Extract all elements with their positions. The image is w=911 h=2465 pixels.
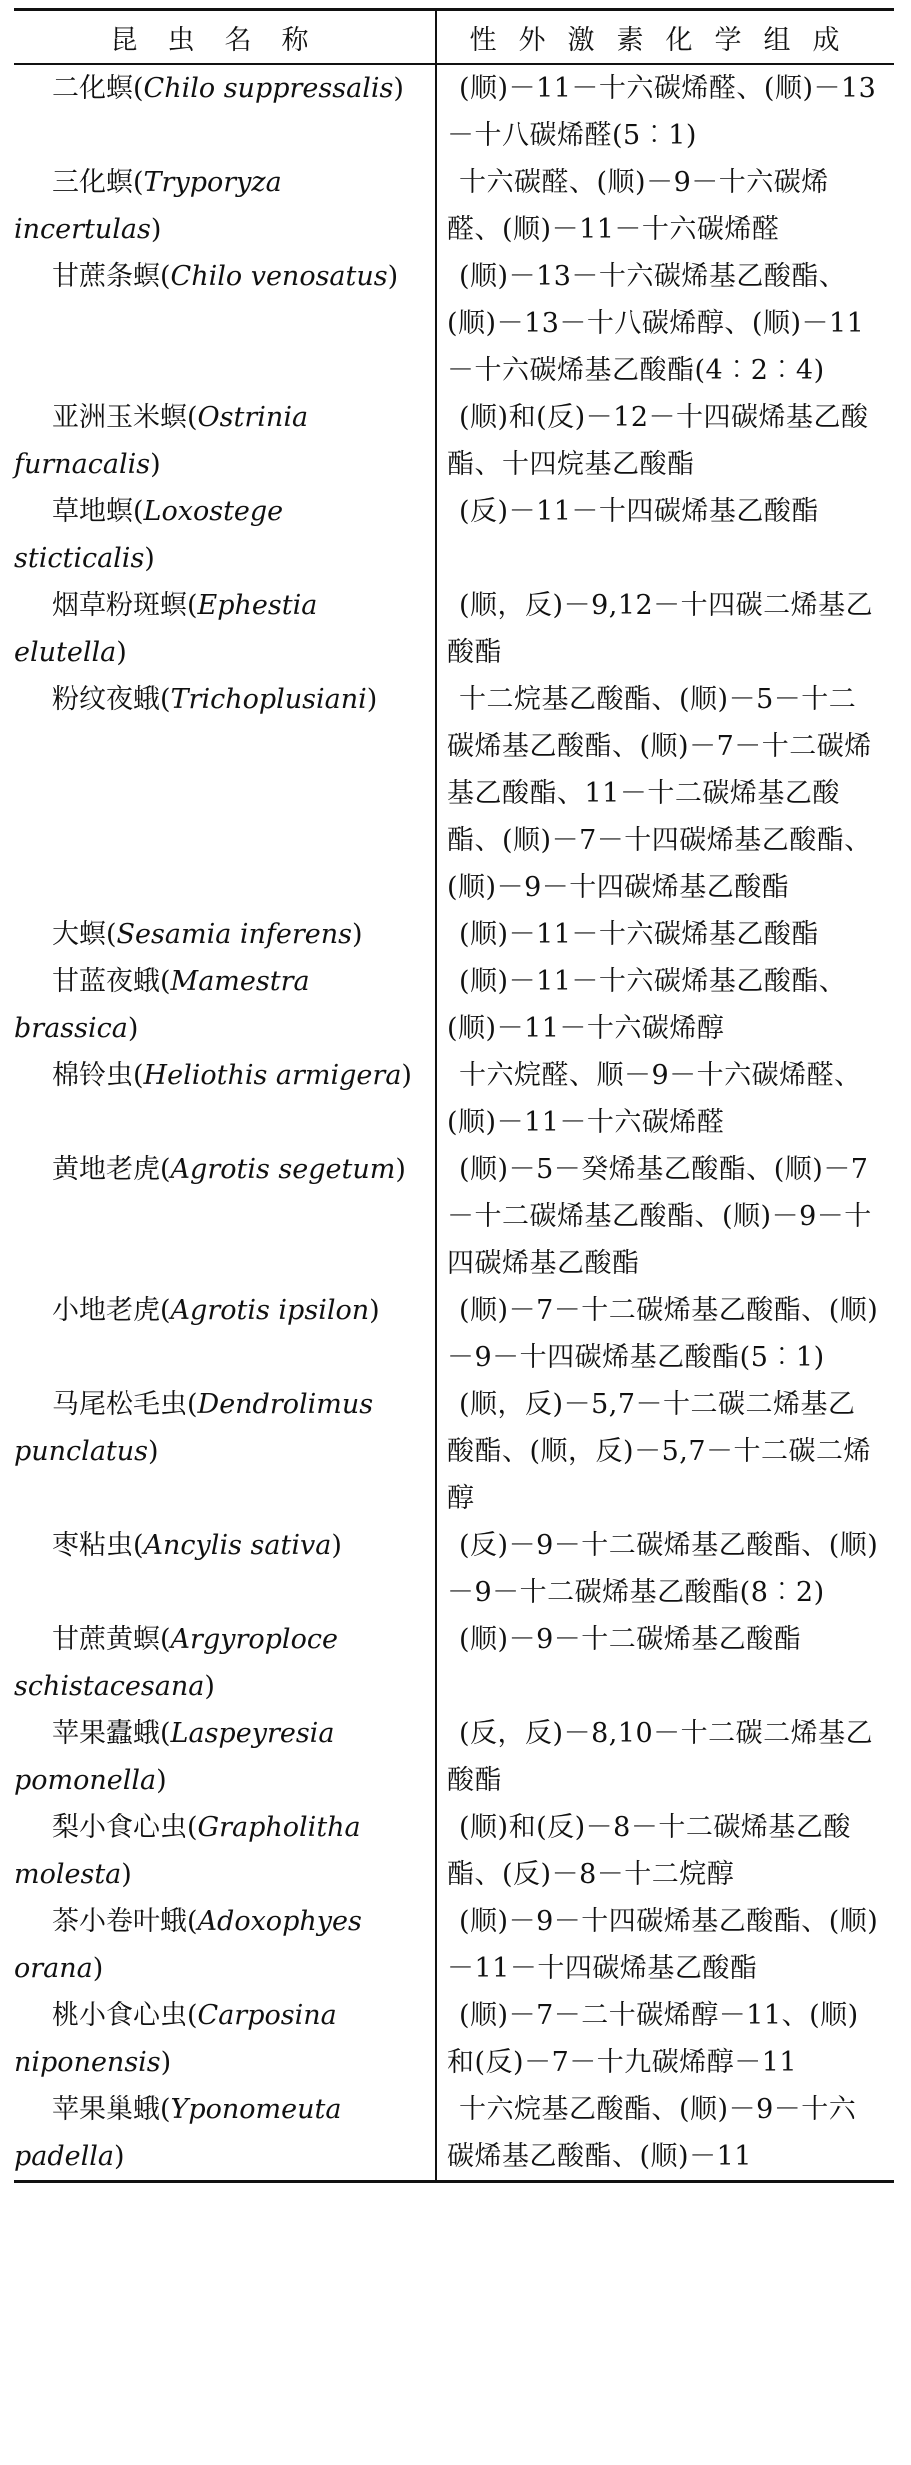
insect-common-name: 甘蔗条螟 xyxy=(52,261,160,292)
insect-common-name: 枣粘虫 xyxy=(52,1530,133,1561)
table-row xyxy=(14,1804,894,1898)
table-row xyxy=(14,1146,894,1287)
insect-scientific-name: Ostrinia furnacalis xyxy=(14,402,309,480)
insect-name-cell: 苹果巢蛾(Yponomeuta padella) xyxy=(14,2086,436,2182)
insect-common-name: 甘蔗黄螟 xyxy=(52,1624,160,1655)
pheromone-composition-cell: (顺)－9－十四碳烯基乙酸酯、(顺)－11－十四碳烯基乙酸酯 xyxy=(436,1898,894,1992)
insect-scientific-name: Tryporyza incertulas xyxy=(14,167,282,245)
insect-common-name: 烟草粉斑螟 xyxy=(52,590,187,621)
insect-scientific-name: Laspeyresia pomonella xyxy=(14,1718,335,1796)
insect-scientific-name: Trichoplusiani xyxy=(170,684,367,715)
insect-scientific-name: Adoxophyes orana xyxy=(14,1906,362,1984)
table-row xyxy=(14,676,894,911)
pheromone-composition-cell: (顺)－11－十六碳烯基乙酸酯、(顺)－11－十六碳烯醇 xyxy=(436,958,894,1052)
insect-scientific-name: Carposina niponensis xyxy=(14,2000,337,2078)
insect-scientific-name: Chilo venosatus xyxy=(170,261,388,292)
table-row xyxy=(14,253,894,394)
table-header-row xyxy=(14,10,894,65)
insect-name-cell: 二化螟(Chilo suppressalis) xyxy=(52,73,404,104)
pheromone-composition-cell: 十二烷基乙酸酯、(顺)－5－十二碳烯基乙酸酯、(顺)－7－十二碳烯基乙酸酯、11－十二碳烯基乙酸酯、(顺)－7－十四碳烯基乙酸酯、(顺)－9－十四碳烯基乙酸酯 xyxy=(436,676,894,911)
table-row xyxy=(14,488,894,582)
insect-common-name: 黄地老虎 xyxy=(52,1154,160,1185)
insect-common-name: 桃小食心虫 xyxy=(52,2000,187,2031)
table-row xyxy=(14,1381,894,1522)
table-row xyxy=(14,958,894,1052)
insect-scientific-name: Ephestia elutella xyxy=(14,590,318,668)
insect-name-cell: 烟草粉斑螟(Ephestia elutella) xyxy=(14,590,318,668)
table-row xyxy=(14,911,894,958)
insect-scientific-name: Yponomeuta padella xyxy=(14,2094,342,2172)
table-row xyxy=(14,1992,894,2086)
table-body xyxy=(14,64,894,2182)
insect-common-name: 梨小食心虫 xyxy=(52,1812,187,1843)
table-row xyxy=(14,1710,894,1804)
table-row xyxy=(14,1052,894,1146)
insect-common-name: 粉纹夜蛾 xyxy=(52,684,160,715)
insect-name-cell: 小地老虎(Agrotis ipsilon) xyxy=(52,1295,380,1326)
insect-name-cell: 桃小食心虫(Carposina niponensis) xyxy=(14,2000,337,2078)
insect-scientific-name: Dendrolimus punclatus xyxy=(14,1389,374,1467)
table-row xyxy=(14,1898,894,1992)
insect-common-name: 棉铃虫 xyxy=(52,1060,133,1091)
insect-common-name: 小地老虎 xyxy=(52,1295,160,1326)
pheromone-composition-cell: (顺)－13－十六碳烯基乙酸酯、(顺)－13－十八碳烯醇、(顺)－11－十六碳烯基乙酸酯(4︰2︰4) xyxy=(436,253,894,394)
insect-scientific-name: Argyroploce schistacesana xyxy=(14,1624,338,1702)
insect-common-name: 苹果蠹蛾 xyxy=(52,1718,160,1749)
pheromone-composition-cell: (反，反)－8,10－十二碳二烯基乙酸酯 xyxy=(436,1710,894,1804)
insect-name-cell: 枣粘虫(Ancylis sativa) xyxy=(52,1530,342,1561)
insect-common-name: 马尾松毛虫 xyxy=(52,1389,187,1420)
insect-scientific-name: Heliothis armigera xyxy=(143,1060,402,1091)
insect-scientific-name: Chilo suppressalis xyxy=(143,73,394,104)
table-row xyxy=(14,394,894,488)
pheromone-composition-cell: (顺)－11－十六碳烯醛、(顺)－13－十八碳烯醛(5︰1) xyxy=(436,64,894,159)
insect-common-name: 苹果巢蛾 xyxy=(52,2094,160,2125)
table-row xyxy=(14,1287,894,1381)
pheromone-table xyxy=(14,8,894,2183)
table-row xyxy=(14,159,894,253)
insect-common-name: 二化螟 xyxy=(52,73,133,104)
insect-name-cell: 大螟(Sesamia inferens) xyxy=(52,919,363,950)
insect-common-name: 草地螟 xyxy=(52,496,133,527)
insect-name-cell: 茶小卷叶蛾(Adoxophyes orana) xyxy=(14,1906,362,1984)
insect-scientific-name: Sesamia inferens xyxy=(116,919,353,950)
insect-name-cell: 亚洲玉米螟(Ostrinia furnacalis) xyxy=(14,402,309,480)
pheromone-composition-cell: 十六烷基乙酸酯、(顺)－9－十六碳烯基乙酸酯、(顺)－11 xyxy=(436,2086,894,2182)
insect-scientific-name: Mamestra brassica xyxy=(14,966,310,1044)
insect-common-name: 三化螟 xyxy=(52,167,133,198)
pheromone-composition-cell: (顺)－7－二十碳烯醇－11、(顺)和(反)－7－十九碳烯醇－11 xyxy=(436,1992,894,2086)
header-insect-name: 昆虫名称 xyxy=(14,10,436,65)
insect-common-name: 茶小卷叶蛾 xyxy=(52,1906,187,1937)
pheromone-composition-cell: (顺)－5－癸烯基乙酸酯、(顺)－7－十二碳烯基乙酸酯、(顺)－9－十四碳烯基乙酸酯 xyxy=(436,1146,894,1287)
insect-scientific-name: Agrotis segetum xyxy=(170,1154,396,1185)
insect-common-name: 甘蓝夜蛾 xyxy=(52,966,160,997)
insect-name-cell: 草地螟(Loxostege sticticalis) xyxy=(14,496,284,574)
table-row xyxy=(14,2086,894,2182)
pheromone-composition-cell: (反)－11－十四碳烯基乙酸酯 xyxy=(436,488,894,582)
insect-scientific-name: Grapholitha molesta xyxy=(14,1812,361,1890)
insect-name-cell: 梨小食心虫(Grapholitha molesta) xyxy=(14,1812,361,1890)
pheromone-composition-cell: (顺，反)－5,7－十二碳二烯基乙酸酯、(顺，反)－5,7－十二碳二烯醇 xyxy=(436,1381,894,1522)
pheromone-composition-cell: (顺)－11－十六碳烯基乙酸酯 xyxy=(436,911,894,958)
insect-scientific-name: Loxostege sticticalis xyxy=(14,496,284,574)
insect-name-cell: 甘蔗条螟(Chilo venosatus) xyxy=(52,261,399,292)
insect-name-cell: 黄地老虎(Agrotis segetum) xyxy=(52,1154,406,1185)
pheromone-composition-cell: (反)－9－十二碳烯基乙酸酯、(顺)－9－十二碳烯基乙酸酯(8︰2) xyxy=(436,1522,894,1616)
table-row xyxy=(14,1522,894,1616)
insect-name-cell: 棉铃虫(Heliothis armigera) xyxy=(52,1060,412,1091)
insect-common-name: 大螟 xyxy=(52,919,106,950)
pheromone-composition-cell: (顺，反)－9,12－十四碳二烯基乙酸酯 xyxy=(436,582,894,676)
pheromone-composition-cell: (顺)－7－十二碳烯基乙酸酯、(顺)－9－十四碳烯基乙酸酯(5︰1) xyxy=(436,1287,894,1381)
insect-scientific-name: Ancylis sativa xyxy=(143,1530,332,1561)
insect-name-cell: 苹果蠹蛾(Laspeyresia pomonella) xyxy=(14,1718,335,1796)
table-row xyxy=(14,582,894,676)
insect-common-name: 亚洲玉米螟 xyxy=(52,402,187,433)
insect-name-cell: 甘蔗黄螟(Argyroploce schistacesana) xyxy=(14,1624,338,1702)
pheromone-composition-cell: (顺)和(反)－12－十四碳烯基乙酸酯、十四烷基乙酸酯 xyxy=(436,394,894,488)
insect-name-cell: 粉纹夜蛾(Trichoplusiani) xyxy=(52,684,378,715)
insect-name-cell: 三化螟(Tryporyza incertulas) xyxy=(14,167,282,245)
insect-name-cell: 马尾松毛虫(Dendrolimus punclatus) xyxy=(14,1389,374,1467)
pheromone-composition-cell: 十六烷醛、顺－9－十六碳烯醛、(顺)－11－十六碳烯醛 xyxy=(436,1052,894,1146)
pheromone-composition-cell: (顺)和(反)－8－十二碳烯基乙酸酯、(反)－8－十二烷醇 xyxy=(436,1804,894,1898)
pheromone-composition-cell: 十六碳醛、(顺)－9－十六碳烯醛、(顺)－11－十六碳烯醛 xyxy=(436,159,894,253)
pheromone-composition-cell: (顺)－9－十二碳烯基乙酸酯 xyxy=(436,1616,894,1710)
header-pheromone-composition: 性外激素化学组成 xyxy=(436,10,894,65)
table-row xyxy=(14,64,894,159)
insect-name-cell: 甘蓝夜蛾(Mamestra brassica) xyxy=(14,966,310,1044)
table-row xyxy=(14,1616,894,1710)
insect-scientific-name: Agrotis ipsilon xyxy=(170,1295,370,1326)
